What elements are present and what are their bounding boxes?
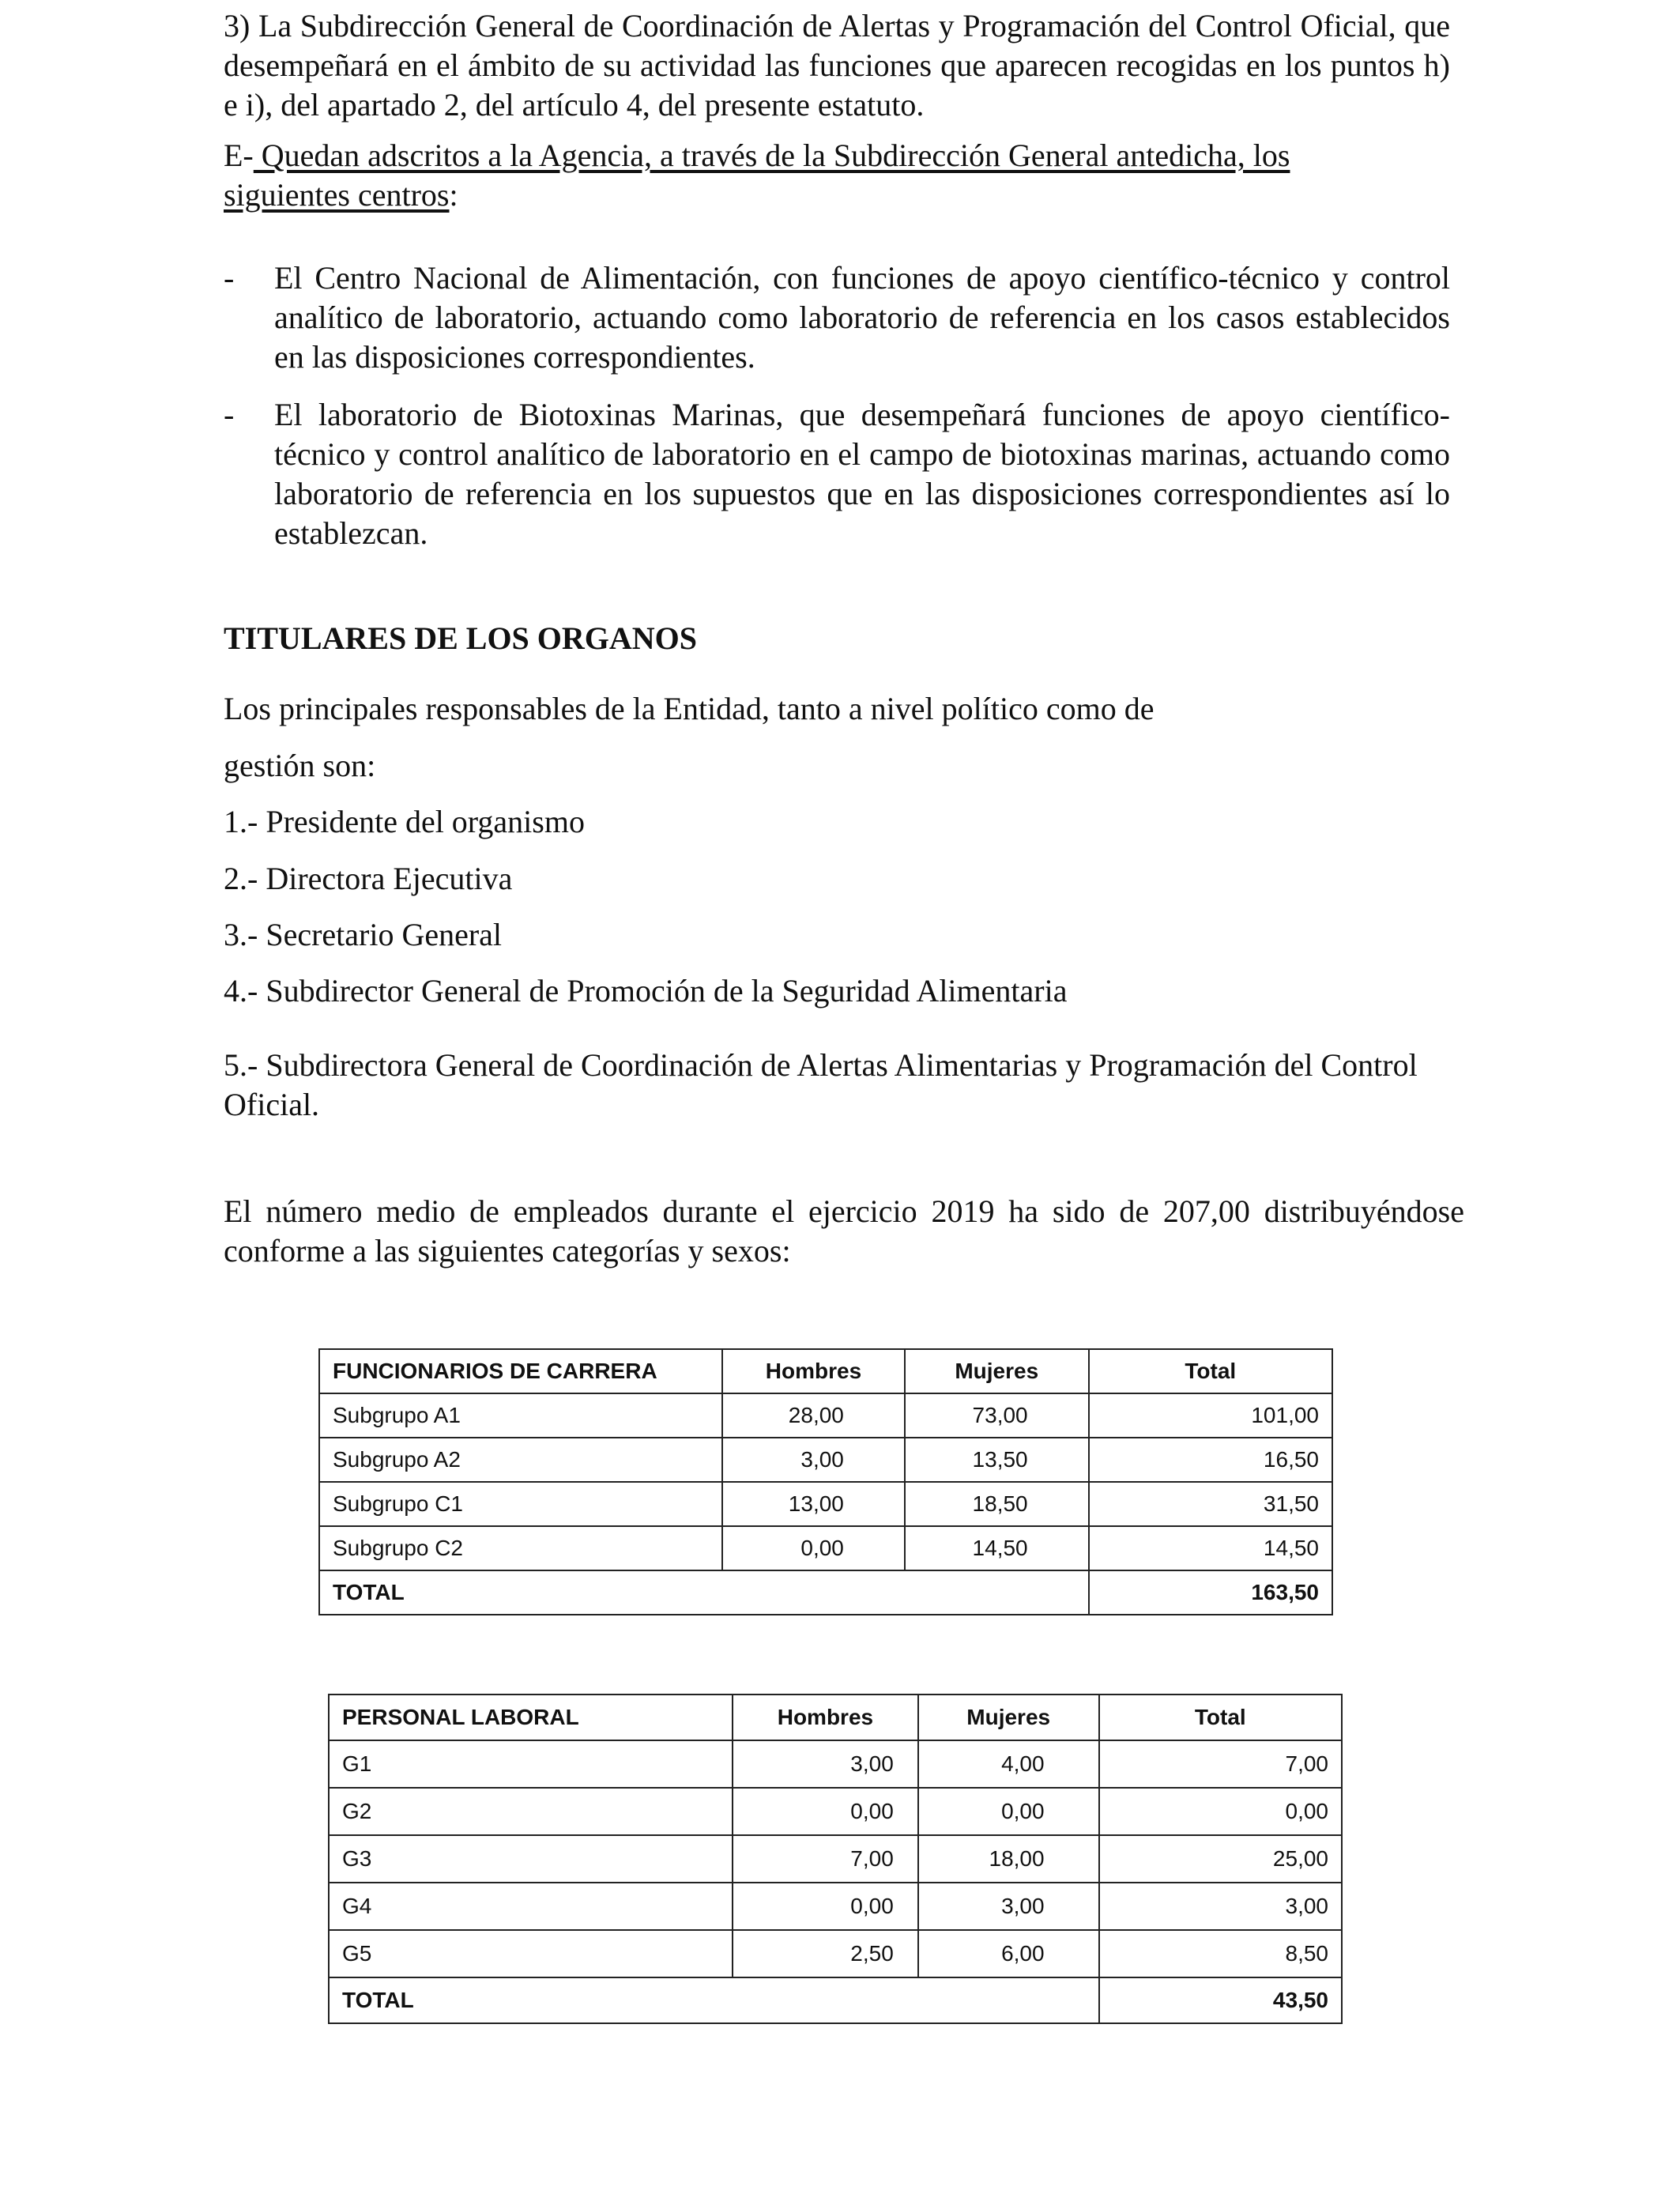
titular-item: 4.- Subdirector General de Promoción de la Seguridad Alimentaria	[224, 973, 1068, 1008]
row-label: G1	[329, 1740, 733, 1788]
table-row	[319, 1526, 1332, 1570]
mujeres-cell: 0,00	[918, 1788, 1099, 1835]
total-label: TOTAL	[319, 1570, 1089, 1615]
table-row	[319, 1482, 1332, 1526]
hombres-cell: 13,00	[722, 1482, 905, 1526]
mujeres-cell: 14,50	[905, 1526, 1089, 1570]
hombres-cell: 2,50	[733, 1930, 918, 1977]
hombres-cell: 0,00	[722, 1526, 905, 1570]
mujeres-cell: 6,00	[918, 1930, 1099, 1977]
personal-laboral-table	[328, 1694, 1343, 2024]
total-cell: 14,50	[1089, 1526, 1332, 1570]
table-row	[329, 1788, 1342, 1835]
section-e-suffix: :	[449, 177, 458, 213]
titular-item: 5.- Subdirectora General de Coordinación de Alertas Alimentarias y Programación del Control Oficial.	[224, 1047, 1418, 1122]
bullet-dash: -	[224, 260, 235, 296]
employees-paragraph: El número medio de empleados durante el ejercicio 2019 ha sido de 207,00 distribuyéndose conforme a las siguientes categorías y sexos:	[224, 1193, 1464, 1269]
total-cell: 0,00	[1099, 1788, 1342, 1835]
section-e-paragraph	[224, 136, 1401, 215]
center-item	[224, 258, 1450, 377]
titulares-intro-line-2: gestión son:	[224, 748, 376, 783]
row-label: G4	[329, 1883, 733, 1930]
titular-item: 2.- Directora Ejecutiva	[224, 861, 513, 896]
total-value: 163,50	[1089, 1570, 1332, 1615]
total-cell: 101,00	[1089, 1393, 1332, 1438]
hombres-cell: 3,00	[722, 1438, 905, 1482]
column-header: Hombres	[733, 1695, 918, 1740]
total-cell: 8,50	[1099, 1930, 1342, 1977]
total-label: TOTAL	[329, 1977, 1099, 2023]
hombres-cell: 7,00	[733, 1835, 918, 1883]
mujeres-cell: 18,00	[918, 1835, 1099, 1883]
hombres-cell: 3,00	[733, 1740, 918, 1788]
mujeres-cell: 4,00	[918, 1740, 1099, 1788]
row-label: G3	[329, 1835, 733, 1883]
table-row	[329, 1740, 1342, 1788]
row-label: G2	[329, 1788, 733, 1835]
row-label: G5	[329, 1930, 733, 1977]
row-label: Subgrupo A1	[319, 1393, 722, 1438]
section-e-prefix: E-	[224, 138, 254, 173]
titular-item: 1.- Presidente del organismo	[224, 804, 585, 839]
table-row	[319, 1438, 1332, 1482]
titular-item: 3.- Secretario General	[224, 917, 503, 952]
table-row	[319, 1393, 1332, 1438]
hombres-cell: 0,00	[733, 1883, 918, 1930]
total-cell: 3,00	[1099, 1883, 1342, 1930]
mujeres-cell: 3,00	[918, 1883, 1099, 1930]
hombres-cell: 28,00	[722, 1393, 905, 1438]
total-cell: 31,50	[1089, 1482, 1332, 1526]
center-item-text: El laboratorio de Biotoxinas Marinas, que desempeñará funciones de apoyo científico-técnico y control analítico de laboratorio en el campo de biotoxinas marinas, actuando como laboratorio de referencia en los supuestos que en las disposiciones correspondientes así lo establezcan.	[274, 397, 1450, 551]
row-label: Subgrupo A2	[319, 1438, 722, 1482]
table-row	[329, 1883, 1342, 1930]
mujeres-cell: 18,50	[905, 1482, 1089, 1526]
table-total-row	[319, 1570, 1332, 1615]
funcionarios-table	[318, 1348, 1333, 1615]
column-header: Total	[1089, 1349, 1332, 1393]
column-header: Hombres	[722, 1349, 905, 1393]
mujeres-cell: 73,00	[905, 1393, 1089, 1438]
titulares-intro-line-1: Los principales responsables de la Entidad, tanto a nivel político como de	[224, 691, 1155, 726]
total-cell: 16,50	[1089, 1438, 1332, 1482]
bullet-dash: -	[224, 397, 235, 432]
column-header: Total	[1099, 1695, 1342, 1740]
table-total-row	[329, 1977, 1342, 2023]
row-label: Subgrupo C1	[319, 1482, 722, 1526]
total-cell: 7,00	[1099, 1740, 1342, 1788]
mujeres-cell: 13,50	[905, 1438, 1089, 1482]
column-header: Mujeres	[905, 1349, 1089, 1393]
total-value: 43,50	[1099, 1977, 1342, 2023]
section-e-underlined: Quedan adscritos a la Agencia, a través de la Subdirección General antedicha, los siguientes centros	[224, 138, 1290, 213]
column-header: PERSONAL LABORAL	[329, 1695, 733, 1740]
row-label: Subgrupo C2	[319, 1526, 722, 1570]
center-item	[224, 395, 1450, 553]
paragraph-item-3: 3) La Subdirección General de Coordinación de Alertas y Programación del Control Oficial, que desempeñará en el ámbito de su actividad las funciones que aparecen recogidas en los puntos h) e i), del apartado 2, del artículo 4, del presente estatuto.	[224, 8, 1450, 123]
table-row	[329, 1930, 1342, 1977]
table-row	[329, 1835, 1342, 1883]
column-header: Mujeres	[918, 1695, 1099, 1740]
titulares-heading: TITULARES DE LOS ORGANOS	[224, 620, 698, 656]
hombres-cell: 0,00	[733, 1788, 918, 1835]
total-cell: 25,00	[1099, 1835, 1342, 1883]
table-header-row	[319, 1349, 1332, 1393]
center-item-text: El Centro Nacional de Alimentación, con funciones de apoyo científico-técnico y control analítico de laboratorio, actuando como laboratorio de referencia en los casos establecidos en las disposiciones correspondientes.	[274, 260, 1450, 375]
table-header-row	[329, 1695, 1342, 1740]
column-header: FUNCIONARIOS DE CARRERA	[319, 1349, 722, 1393]
